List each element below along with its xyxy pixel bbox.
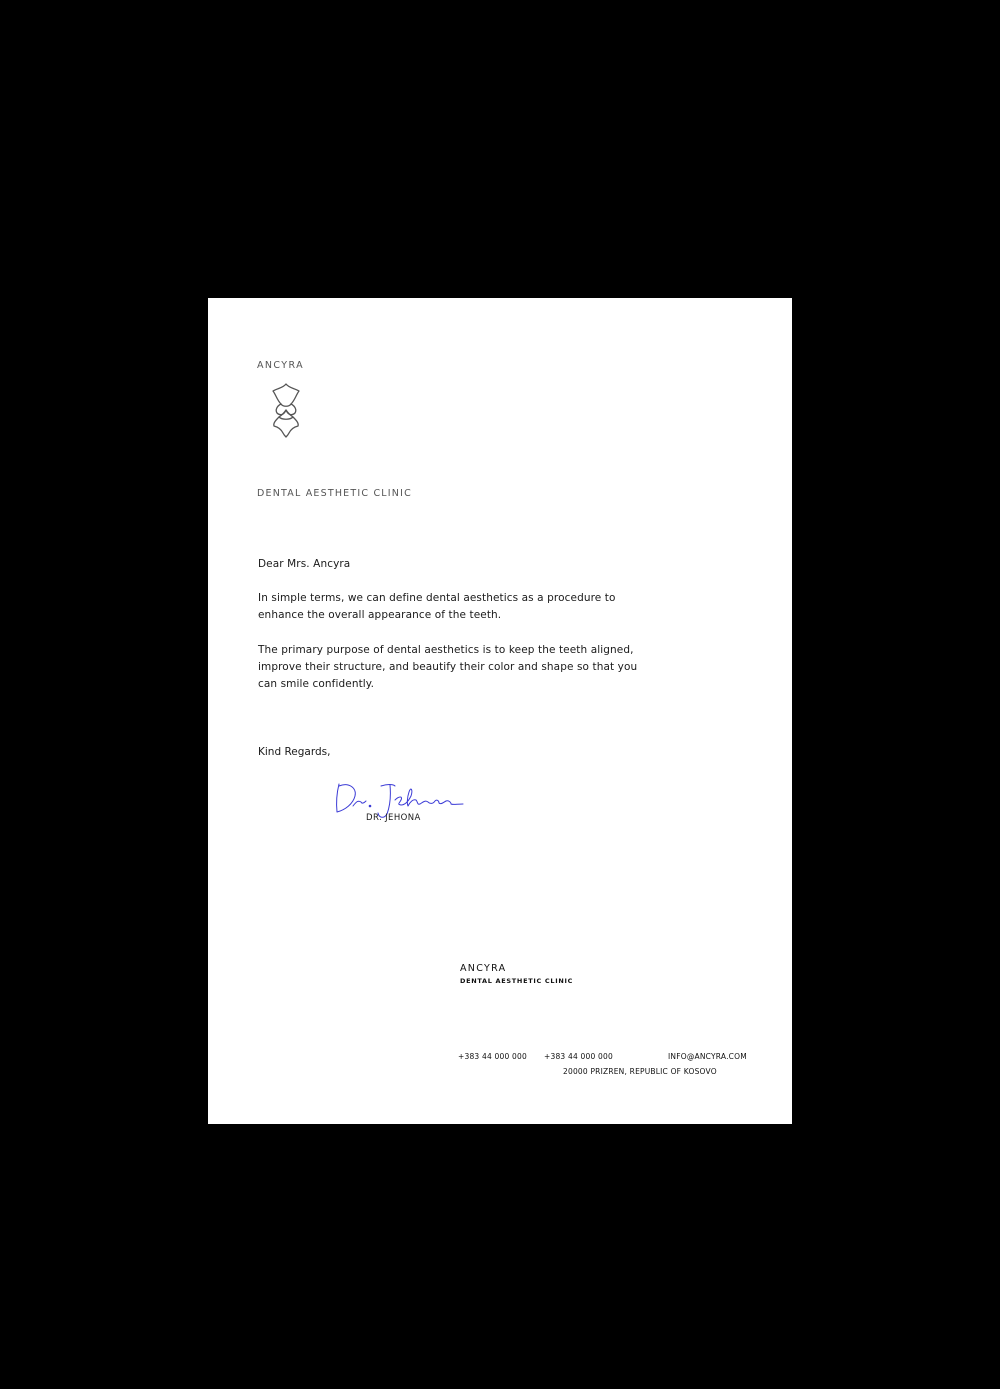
footer-address: 20000 PRIZREN, REPUBLIC OF KOSOVO — [563, 1067, 717, 1076]
letter-sheet — [208, 298, 792, 1124]
signer-name: DR. JEHONA — [366, 813, 421, 823]
letterhead-brand: ANCYRA — [257, 360, 304, 371]
footer-phone-1: +383 44 000 000 — [458, 1052, 527, 1061]
paragraph-line: In simple terms, we can define dental aesthetics as a procedure to — [258, 592, 616, 605]
paragraph-line: The primary purpose of dental aesthetics is to keep the teeth aligned, — [258, 643, 634, 656]
footer-brand: ANCYRA — [460, 963, 507, 974]
paragraph-2 — [258, 642, 648, 694]
paragraph-1 — [258, 590, 648, 624]
closing: Kind Regards, — [258, 746, 331, 758]
salutation: Dear Mrs. Ancyra — [258, 558, 351, 570]
letterhead-tagline: DENTAL AESTHETIC CLINIC — [257, 488, 412, 499]
footer-phone-2: +383 44 000 000 — [544, 1052, 613, 1061]
paragraph-line: enhance the overall appearance of the teeth. — [258, 609, 502, 622]
paragraph-line: can smile confidently. — [258, 678, 375, 691]
footer-email: INFO@ANCYRA.COM — [668, 1052, 747, 1061]
letter-body — [258, 556, 648, 710]
paragraph-line: improve their structure, and beautify their color and shape so that you — [258, 660, 638, 673]
footer-tagline: DENTAL AESTHETIC CLINIC — [460, 977, 574, 985]
tooth-ornament-icon — [267, 382, 305, 438]
